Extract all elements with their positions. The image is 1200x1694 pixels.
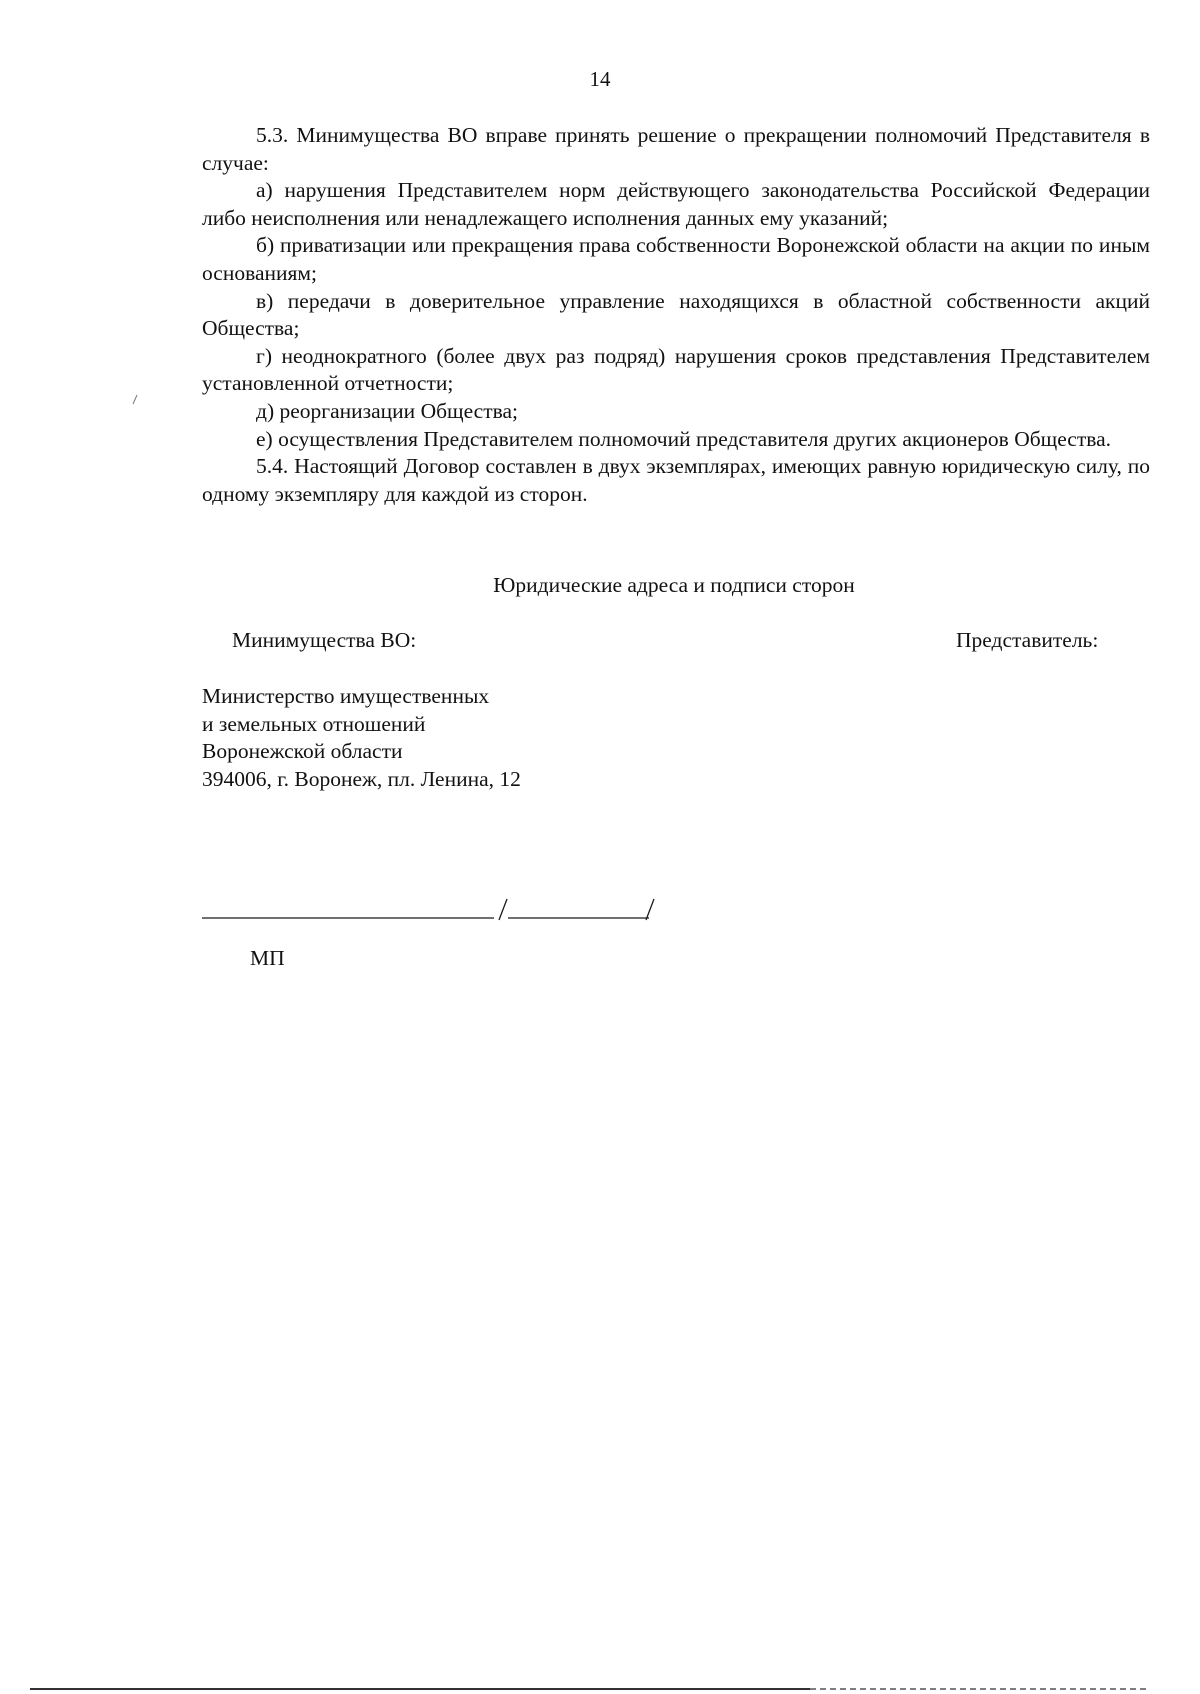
page-number: 14 [589, 67, 611, 91]
clause-item-v: в) передачи в доверительное управление находящихся в областной собственности акций Общества; [202, 288, 1150, 341]
signature-slash-right [646, 899, 654, 920]
address-line: Министерство имущественных [202, 684, 490, 708]
contract-clauses [202, 122, 1150, 508]
clause-5-4: 5.4. Настоящий Договор составлен в двух экземплярах, имеющих равную юридическую силу, по одному экземпляру для каждой из сторон. [202, 454, 1150, 506]
party-left-label: Минимущества ВО: [232, 628, 417, 652]
stamp-mark: МП [250, 946, 285, 970]
signature-slash-left [499, 899, 507, 920]
clause-item-g: г) неоднократного (более двух раз подряд) нарушения сроков представления Представителем установленной отчетности; [202, 343, 1150, 396]
party-right-label: Представитель: [956, 628, 1099, 652]
ministry-address [202, 683, 521, 793]
section-heading: Юридические адреса и подписи сторон [493, 573, 855, 597]
address-line: Воронежской области [202, 739, 403, 763]
clause-item-e: е) осуществления Представителем полномочий представителя других акционеров Общества. [256, 426, 1112, 451]
clause-5-3: 5.3. Минимущества ВО вправе принять решение о прекращении полномочий Представителя в случае: [202, 123, 1150, 175]
clause-item-d: д) реорганизации Общества; [256, 398, 518, 423]
address-line: и земельных отношений [202, 711, 426, 736]
address-line: 394006, г. Воронеж, пл. Ленина, 12 [202, 766, 521, 791]
clause-item-a: а) нарушения Представителем норм действующего законодательства Российской Федерации либо неисполнения или ненадлежащего исполнения данных ему указаний; [202, 178, 1150, 230]
clause-item-b: б) приватизации или прекращения права собственности Воронежской области на акции по иным основаниям; [202, 233, 1150, 285]
scan-speck [131, 392, 141, 406]
scan-edge-rule [30, 1687, 1150, 1691]
signature-line [202, 896, 662, 926]
